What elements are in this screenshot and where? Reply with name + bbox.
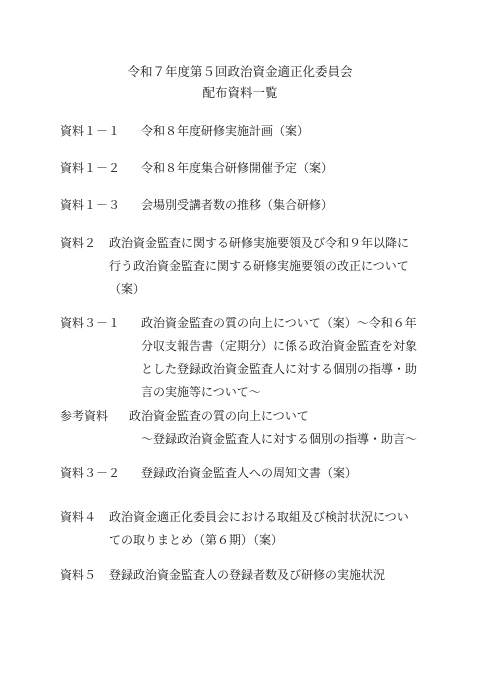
list-item-material-1-1 <box>60 120 456 143</box>
item-text <box>109 232 409 301</box>
item-label: 資料３－１ <box>60 316 121 330</box>
item-text-line: 政治資金監査の質の向上について <box>129 409 309 423</box>
item-text: 登録政治資金監査人への周知文書（案） <box>141 466 358 480</box>
document-subtitle: 配布資料一覧 <box>202 85 278 100</box>
item-text-line: 政治資金監査に関する研修実施要領及び令和９年以降に <box>109 236 410 250</box>
item-text-line: とした登録政治資金監査人に対する個別の指導・助 <box>141 362 418 376</box>
list-item-material-1-3 <box>60 194 456 217</box>
item-text <box>141 312 417 404</box>
list-item-material-3-2 <box>60 462 456 485</box>
document-title: 令和７年度第５回政治資金適正化委員会 <box>127 64 353 79</box>
item-label: 資料１－１ <box>60 124 121 138</box>
item-label: 参考資料 <box>60 409 109 423</box>
item-text: 会場別受講者数の推移（集合研修） <box>141 198 334 212</box>
item-label: 資料３－２ <box>60 466 121 480</box>
item-label: 資料５ <box>60 568 97 582</box>
list-item-material-1-2 <box>60 157 456 180</box>
item-text: 登録政治資金監査人の登録者数及び研修の実施状況 <box>109 568 386 582</box>
item-text <box>129 405 417 451</box>
item-text-line: （案） <box>109 282 146 296</box>
item-text: 令和８年度研修実施計画（案） <box>141 124 310 138</box>
item-label: 資料１－３ <box>60 198 121 212</box>
list-item-material-4 <box>60 506 456 552</box>
item-label: 資料４ <box>60 510 97 524</box>
item-label: 資料１－２ <box>60 161 121 175</box>
list-item-material-2 <box>60 232 456 301</box>
list-item-material-3-1 <box>60 312 456 404</box>
item-text-line: 政治資金監査の質の向上について（案）～令和６年 <box>141 316 417 330</box>
item-text <box>109 506 409 552</box>
list-item-reference-material <box>60 405 456 451</box>
item-text-line: 行う政治資金監査に関する研修実施要領の改正について <box>109 259 409 273</box>
item-text-line: 政治資金適正化委員会における取組及び検討状況につい <box>109 510 409 524</box>
item-text-line: ～登録政治資金監査人に対する個別の指導・助言～ <box>141 432 418 446</box>
list-item-material-5 <box>60 564 456 587</box>
item-text: 令和８年度集合研修開催予定（案） <box>141 161 334 175</box>
item-label: 資料２ <box>60 236 97 250</box>
item-text-line: 言の実施等について～ <box>141 385 261 399</box>
item-text-line: ての取りまとめ（第６期）（案） <box>109 533 284 547</box>
item-text-line: 分収支報告書（定期分）に係る政治資金監査を対象 <box>141 339 418 353</box>
